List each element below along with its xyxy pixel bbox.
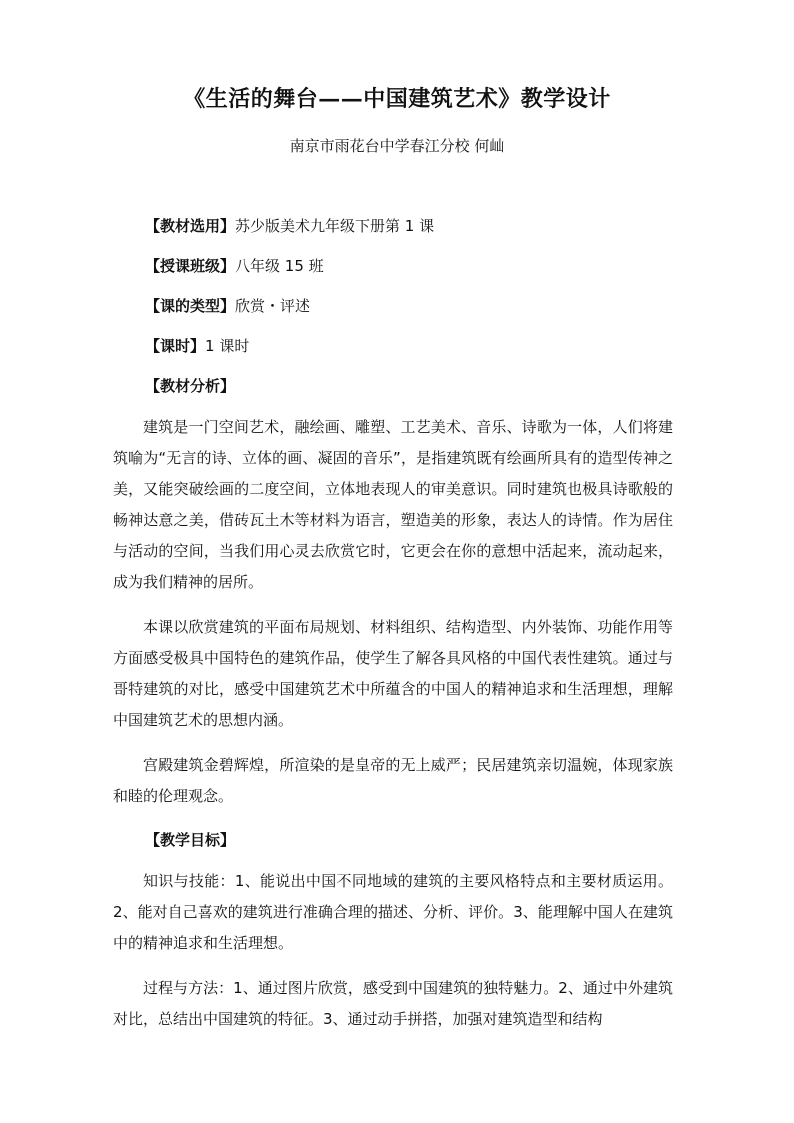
section-heading-goals: 【教学目标】 <box>145 831 236 849</box>
field-label: 【课的类型】 <box>145 297 236 315</box>
paragraph: 本课以欣赏建筑的平面布局规划、材料组织、结构造型、内外装饰、功能作用等方面感受极具中国特色的建筑作品，使学生了解各具风格的中国代表性建筑。通过与哥特建筑的对比，感受中国建筑艺术中所蕴含的中国人的精神追求和生活理想，理解中国建筑艺术的思想内涵。 <box>113 618 673 729</box>
field-value: 1 课时 <box>205 337 250 355</box>
field-textbook <box>113 212 673 252</box>
paragraph: 建筑是一门空间艺术，融绘画、雕塑、工艺美术、音乐、诗歌为一体，人们将建筑喻为“无言的诗、立体的画、凝固的音乐”，是指建筑既有绘画所具有的造型传神之美，又能突破绘画的二度空间，立体地表现人的审美意识。同时建筑也极具诗歌般的畅神达意之美，借砖瓦土木等材料为语言，塑造美的形象，表达人的诗情。作为居住与活动的空间，当我们用心灵去欣赏它时，它更会在你的意想中活起来，流动起来，成为我们精神的居所。 <box>113 418 673 591</box>
section-heading-analysis: 【教材分析】 <box>145 377 236 395</box>
document-author: 南京市雨花台中学春江分校 何屾 <box>289 137 505 155</box>
field-label: 【授课班级】 <box>145 257 236 275</box>
paragraph: 宫殿建筑金碧辉煌，所渲染的是皇帝的无上威严；民居建筑亲切温婉，体现家族和睦的伦理观念。 <box>113 756 673 805</box>
field-label: 【教材选用】 <box>145 217 236 235</box>
paragraph: 过程与方法：1、通过图片欣赏，感受到中国建筑的独特魅力。2、通过中外建筑对比，总结出中国建筑的特征。3、通过动手拼搭，加强对建筑造型和结构 <box>113 979 673 1028</box>
field-lesson-type <box>113 292 673 332</box>
field-duration <box>113 332 673 372</box>
field-label: 【课时】 <box>145 337 206 355</box>
field-value: 八年级 15 班 <box>235 257 324 275</box>
field-class <box>113 252 673 292</box>
document-body <box>113 212 673 1049</box>
paragraph: 知识与技能：1、能说出中国不同地域的建筑的主要风格特点和主要材质运用。2、能对自己喜欢的建筑进行准确合理的描述、分析、评价。3、能理解中国人在建筑中的精神追求和生活理想。 <box>113 872 673 952</box>
field-value: 苏少版美术九年级下册第 1 课 <box>235 217 435 235</box>
document-title: 《生活的舞台——中国建筑艺术》教学设计 <box>183 86 611 112</box>
field-value: 欣赏・评述 <box>235 297 311 315</box>
